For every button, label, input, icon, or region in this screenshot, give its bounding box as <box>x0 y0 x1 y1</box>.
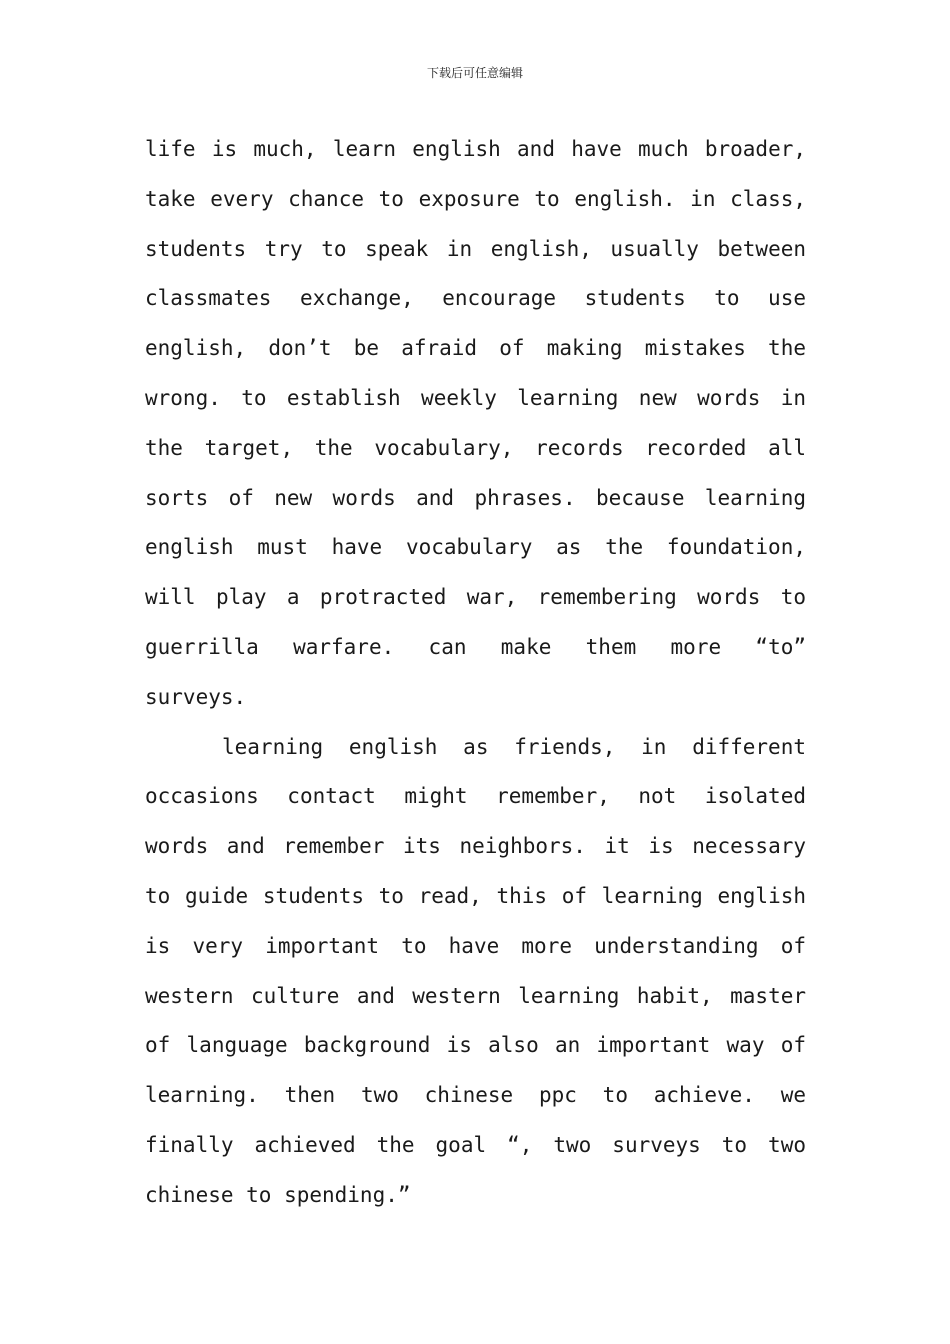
text-line: western culture and western learning habit, master <box>145 983 806 1008</box>
text-line-last: chinese to spending.” <box>145 1182 411 1207</box>
text-line: take every chance to exposure to english. in class, <box>145 186 806 211</box>
text-line: words and remember its neighbors. it is necessary <box>145 834 806 859</box>
paragraph-2 <box>145 723 806 1221</box>
text-line: life is much, learn english and have much broader, <box>145 137 806 161</box>
page-header: 下载后可任意编辑 <box>426 66 523 80</box>
text-line: will play a protracted war, remembering words to <box>145 585 806 610</box>
document-body <box>145 125 806 1221</box>
text-line: is very important to have more understanding of <box>145 933 806 958</box>
text-line-indented: learning english as friends, in different <box>222 734 806 759</box>
text-line: guerrilla warfare. can make them more “to” <box>145 634 806 659</box>
text-line: the target, the vocabulary, records recorded all <box>145 435 806 460</box>
text-line-last: surveys. <box>145 684 247 709</box>
text-line: to guide students to read, this of learning english <box>145 883 806 908</box>
text-line: sorts of new words and phrases. because learning <box>145 485 806 510</box>
text-line: finally achieved the goal “, two surveys to two <box>145 1132 806 1157</box>
text-line: english must have vocabulary as the foundation, <box>145 535 806 560</box>
text-line: learning. then two chinese ppc to achieve. we <box>145 1083 806 1108</box>
paragraph-1 <box>145 125 806 723</box>
text-line: occasions contact might remember, not isolated <box>145 784 806 809</box>
text-line: english, don’t be afraid of making mistakes the <box>145 336 806 361</box>
text-line: of language background is also an important way of <box>145 1033 806 1058</box>
text-line: wrong. to establish weekly learning new words in <box>145 385 806 410</box>
text-line: classmates exchange, encourage students to use <box>145 286 806 311</box>
text-line: students try to speak in english, usually between <box>145 236 806 261</box>
